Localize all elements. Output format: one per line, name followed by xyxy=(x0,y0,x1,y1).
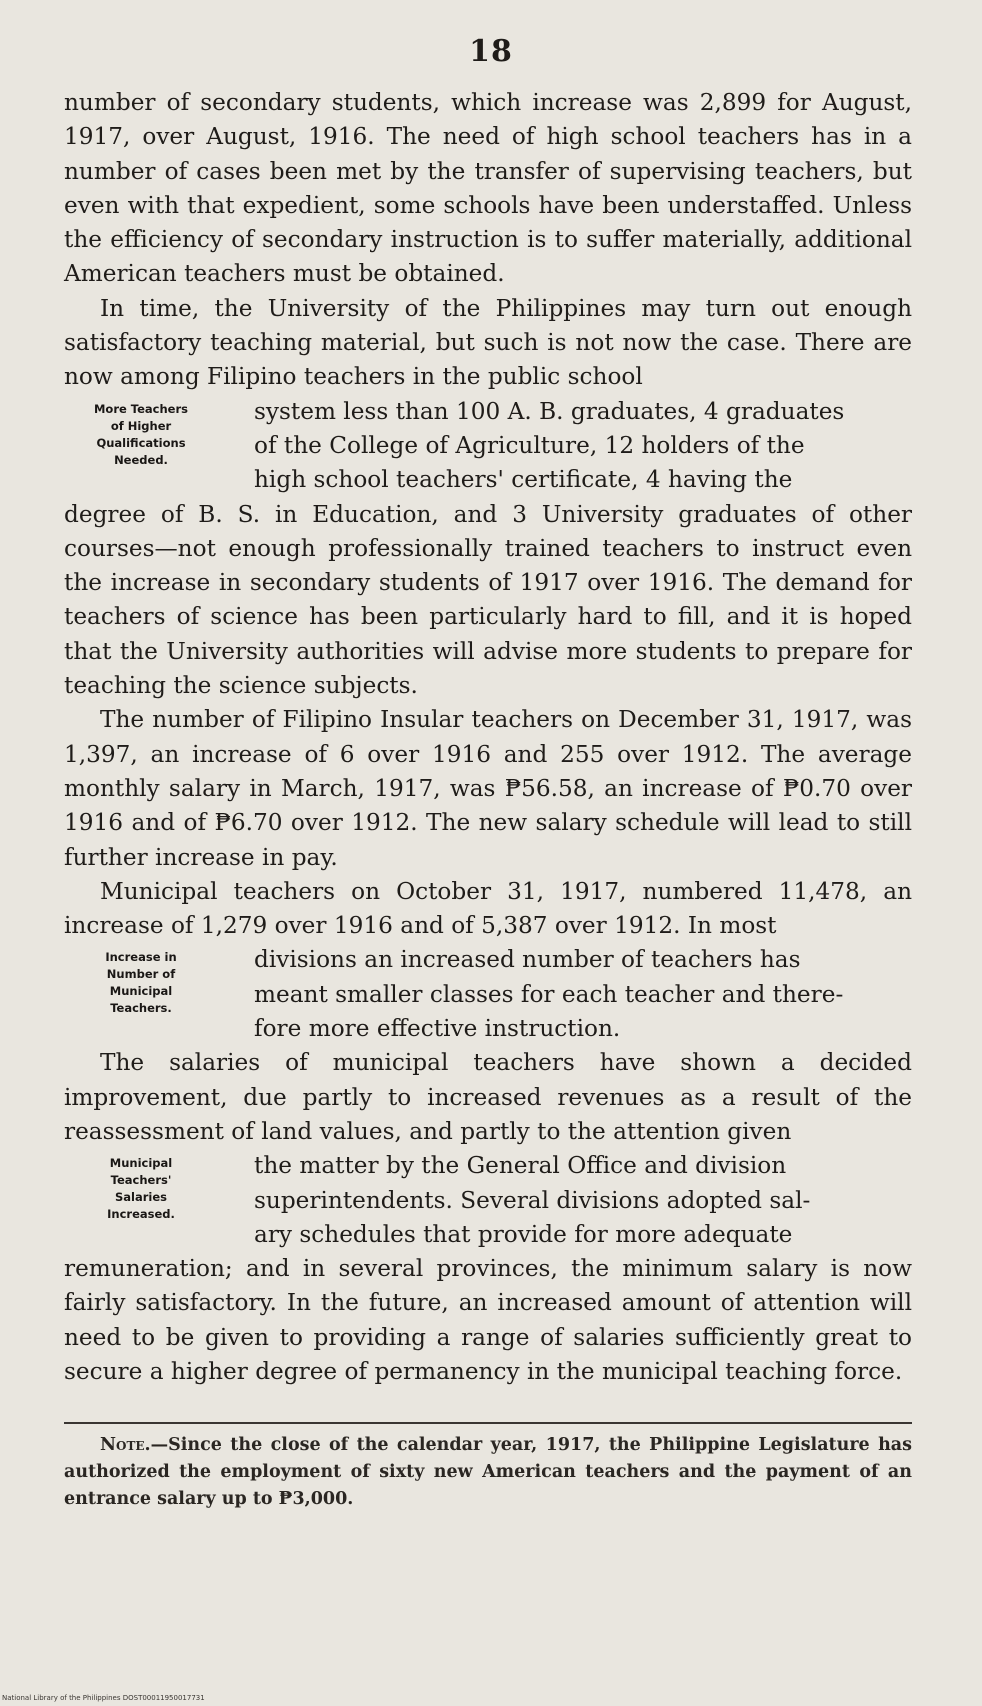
footnote-divider xyxy=(64,1422,912,1424)
paragraph-3: The number of Filipino Insular teachers on December 31, 1917, was 1,397, an increase of 6 over 1916 and 255 over 1912. The average monthly salary in March, 1917, was ₱56.58, an increase of ₱0.70 over 1916 and of ₱6.70 over 1912. The new salary schedule will lead to still further increase in pay. xyxy=(64,706,912,871)
page-number: 18 xyxy=(469,34,513,69)
wrap-line: fore more effective instruction. xyxy=(254,1015,621,1043)
paragraph-4-lead: Municipal teachers on October 31, 1917, numbered 11,478, an increase of 1,279 over 1916 and of 5,387 over 1912. In most xyxy=(64,877,912,940)
sidenote-line: More Teachers xyxy=(93,401,189,416)
paragraph-2-rest: degree of B. S. in Education, and 3 University graduates of other courses—not enough professionally trained teachers to instruct even the increase in secondary students of 1917 over 1916. The demand for teachers of science has been particularly hard to fill, and it is hoped that the University authorities will advise more students to prepare for teaching the science subjects. xyxy=(64,500,912,700)
paragraph-4-wrap-block xyxy=(64,943,912,1046)
sidenote-line: Teachers' xyxy=(110,1173,172,1188)
sidenote-line: Increase in xyxy=(105,950,177,965)
sidenote-line: Municipal xyxy=(109,984,173,999)
wrap-line: ary schedules that provide for more adequate xyxy=(254,1220,793,1248)
wrap-line: high school teachers' certificate, 4 having the xyxy=(254,466,793,494)
paragraph-5 xyxy=(64,1046,912,1389)
sidenote-salaries-increased xyxy=(80,1155,202,1223)
body-text xyxy=(64,86,912,1389)
wrap-line: superintendents. Several divisions adopted sal- xyxy=(254,1186,811,1214)
sidenote-line: Increased. xyxy=(107,1207,175,1222)
wrap-line: system less than 100 A. B. graduates, 4 graduates xyxy=(254,397,845,425)
wrap-line: divisions an increased number of teachers has xyxy=(254,946,801,974)
paragraph-2-lead: In time, the University of the Philippines may turn out enough satisfactory teaching material, but such is not now the case. There are now among Filipino teachers in the public school xyxy=(64,294,912,391)
footnote xyxy=(64,1432,912,1513)
sidenote-line: Salaries xyxy=(114,1190,167,1205)
sidenote-line: Needed. xyxy=(114,452,168,467)
footnote-text: —Since the close of the calendar year, 1917, the Philippine Legislature has authorized the employment of sixty new American teachers and the payment of an entrance salary up to ₱3,000. xyxy=(64,1435,912,1509)
paragraph-4 xyxy=(64,875,912,1046)
paragraph-5-wrap-block xyxy=(64,1149,912,1252)
sidenote-line: Qualifications xyxy=(96,435,186,450)
sidenote-line: Number of xyxy=(106,967,176,982)
sidenote-line: Teachers. xyxy=(110,1001,172,1016)
scan-imprint: National Library of the Philippines DOST00011950017731 xyxy=(2,1694,205,1702)
wrap-line: the matter by the General Office and division xyxy=(254,1152,787,1180)
wrap-line: of the College of Agriculture, 12 holders of the xyxy=(254,431,805,459)
paragraph-1: number of secondary students, which increase was 2,899 for August, 1917, over August, 1916. The need of high school teachers has in a number of cases been met by the transfer of supervising teachers, but even with that expedient, some schools have been understaffed. Unless the efficiency of secondary instruction is to suffer materially, additional American teachers must be obtained. xyxy=(64,89,912,288)
sidenote-more-teachers xyxy=(80,401,202,469)
paragraph-2 xyxy=(64,292,912,704)
paragraph-5-lead: The salaries of municipal teachers have shown a decided improvement, due partly to increased revenues as a result of the reassessment of land values, and partly to the attention given xyxy=(64,1049,912,1145)
wrap-line: meant smaller classes for each teacher and there- xyxy=(254,980,844,1008)
paragraph-2-wrap-block xyxy=(64,395,912,498)
sidenote-line: of Higher xyxy=(110,418,172,433)
paragraph-5-rest: remuneration; and in several provinces, the minimum salary is now fairly satisfactory. In the future, an increased amount of attention will need to be given to providing a range of salaries sufficiently great to secure a higher degree of permanency in the municipal teaching force. xyxy=(64,1255,912,1385)
sidenote-line: Municipal xyxy=(109,1156,173,1171)
sidenote-increase-teachers xyxy=(80,949,202,1017)
footnote-lead: Note. xyxy=(100,1435,151,1455)
